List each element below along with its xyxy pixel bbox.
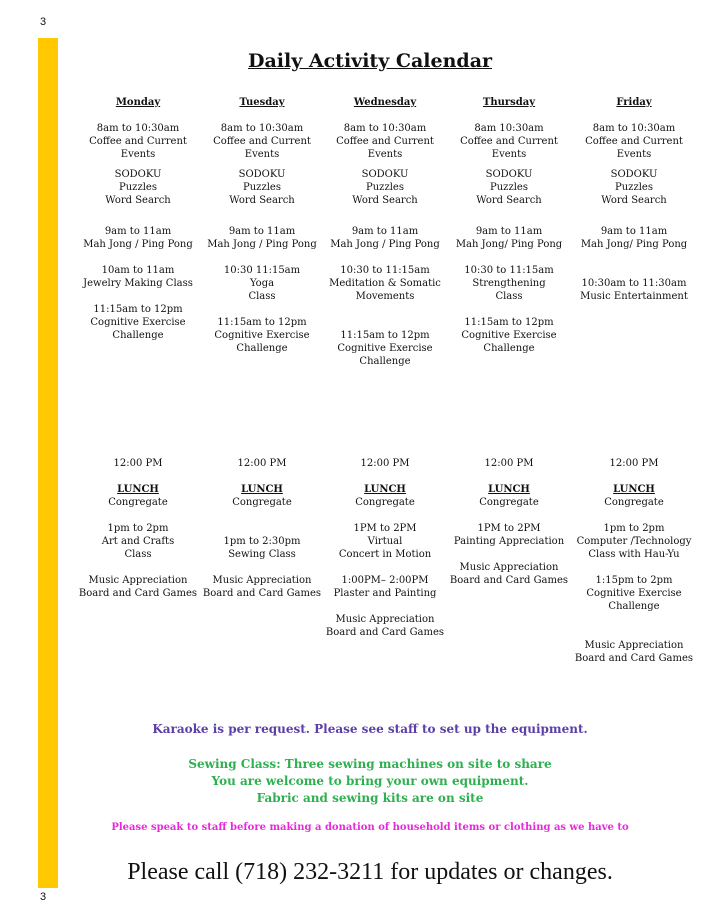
activity-time: 10:30 to 11:15am xyxy=(464,265,554,276)
activity-block xyxy=(76,264,200,290)
activity-time: 11:15am to 12pm xyxy=(93,304,183,315)
activity-line: Puzzles xyxy=(490,182,528,193)
activity-line: Coffee and Current xyxy=(460,136,558,147)
activity-time: 8am to 10:30am xyxy=(592,123,676,134)
activity-line: Puzzles xyxy=(615,182,653,193)
activity-line: Events xyxy=(367,149,403,160)
activity-block xyxy=(323,574,447,600)
activity-time: 10:30 to 11:15am xyxy=(340,265,430,276)
activity-line: Cognitive Exercise xyxy=(214,330,310,341)
activity-line: Board and Card Games xyxy=(202,588,322,599)
activity-block xyxy=(76,168,200,207)
activity-line: Board and Card Games xyxy=(449,575,569,586)
activity-line: 1:15pm to 2pm xyxy=(595,575,673,586)
activity-block xyxy=(200,168,324,207)
activity-line: Music Entertainment xyxy=(580,291,688,302)
activity-line: Challenge xyxy=(112,330,164,341)
activity-line: Plaster and Painting xyxy=(333,588,437,599)
activity-line: Word Search xyxy=(105,195,171,206)
activity-time: 10:30am to 11:30am xyxy=(581,278,687,289)
activity-line: Painting Appreciation xyxy=(453,536,565,547)
activity-line: 1pm to 2pm xyxy=(603,523,665,534)
noon-time: 12:00 PM xyxy=(360,458,410,469)
activity-line: Word Search xyxy=(476,195,542,206)
activity-time: 10am to 11am xyxy=(101,265,175,276)
activity-block xyxy=(76,122,200,161)
activity-block xyxy=(200,225,324,251)
activity-line: Cognitive Exercise xyxy=(337,343,433,354)
activity-line: Class xyxy=(124,549,152,560)
activity-line: Strengthening xyxy=(472,278,546,289)
activity-line: Cognitive Exercise xyxy=(90,317,186,328)
noon-time: 12:00 PM xyxy=(237,458,287,469)
activity-block xyxy=(572,225,696,251)
activity-line: Mah Jong / Ping Pong xyxy=(207,239,317,250)
lunch-label: LUNCH xyxy=(117,484,159,495)
activity-time: 9am to 11am xyxy=(351,226,419,237)
activity-line: Challenge xyxy=(483,343,535,354)
activity-line: Events xyxy=(491,149,527,160)
activity-block xyxy=(323,522,447,561)
sewing-note xyxy=(58,756,682,807)
activity-line: Puzzles xyxy=(119,182,157,193)
activity-line: Art and Crafts xyxy=(101,536,175,547)
activity-time: 9am to 11am xyxy=(475,226,543,237)
activity-block xyxy=(447,122,571,161)
activity-line: Meditation & Somatic xyxy=(329,278,441,289)
day-column-wednesday xyxy=(323,96,447,696)
activity-block xyxy=(323,613,447,639)
activity-line: Coffee and Current xyxy=(89,136,187,147)
activity-line: 1PM to 2PM xyxy=(477,523,541,534)
activity-line: 1pm to 2:30pm xyxy=(223,536,301,547)
activity-line: Music Appreciation xyxy=(459,562,559,573)
activity-block xyxy=(572,522,696,561)
activity-time: SODOKU xyxy=(114,169,162,180)
activity-line: Mah Jong / Ping Pong xyxy=(330,239,440,250)
day-heading: Monday xyxy=(115,97,161,108)
activity-line: Events xyxy=(244,149,280,160)
lunch-subtitle: Congregate xyxy=(479,497,539,508)
activity-line: Events xyxy=(120,149,156,160)
sewing-note-line: You are welcome to bring your own equipment. xyxy=(211,774,529,788)
activity-time: 8am to 10:30am xyxy=(343,123,427,134)
activity-line: Coffee and Current xyxy=(213,136,311,147)
activity-line: Yoga xyxy=(249,278,275,289)
lunch-subtitle: Congregate xyxy=(232,497,292,508)
activity-time: SODOKU xyxy=(610,169,658,180)
donation-note: Please speak to staff before making a donation of household items or clothing as we have to xyxy=(111,822,629,833)
activity-line: Word Search xyxy=(229,195,295,206)
activity-block xyxy=(323,225,447,251)
yellow-side-bar xyxy=(38,38,58,888)
activity-line: Class xyxy=(248,291,276,302)
activity-time: SODOKU xyxy=(361,169,409,180)
activity-line: Cognitive Exercise xyxy=(461,330,557,341)
activity-line: Music Appreciation xyxy=(88,575,188,586)
activity-time: 10:30 11:15am xyxy=(223,265,301,276)
lunch-label: LUNCH xyxy=(613,484,655,495)
activity-block xyxy=(447,168,571,207)
activity-line: Sewing Class xyxy=(228,549,296,560)
page-number-bottom: 3 xyxy=(40,891,47,903)
activity-line: Board and Card Games xyxy=(574,653,694,664)
noon-time: 12:00 PM xyxy=(484,458,534,469)
activity-line: Challenge xyxy=(359,356,411,367)
activity-block xyxy=(572,277,696,303)
activity-block xyxy=(76,574,200,600)
activity-line: 1:00PM– 2:00PM xyxy=(341,575,429,586)
activity-time: 8am 10:30am xyxy=(474,123,544,134)
activity-line: Mah Jong / Ping Pong xyxy=(83,239,193,250)
activity-line: Class xyxy=(495,291,523,302)
activity-line: Coffee and Current xyxy=(336,136,434,147)
karaoke-note: Karaoke is per request. Please see staff to set up the equipment. xyxy=(152,722,588,736)
activity-line: Virtual xyxy=(367,536,403,547)
activity-block xyxy=(76,303,200,342)
activity-time: 11:15am to 12pm xyxy=(217,317,307,328)
activity-line: Challenge xyxy=(236,343,288,354)
activity-block xyxy=(323,168,447,207)
activity-block xyxy=(200,316,324,355)
activity-line: Music Appreciation xyxy=(335,614,435,625)
lunch-label: LUNCH xyxy=(241,484,283,495)
activity-block xyxy=(200,535,324,561)
activity-line: Board and Card Games xyxy=(78,588,198,599)
day-column-tuesday xyxy=(200,96,324,696)
activity-time: SODOKU xyxy=(485,169,533,180)
activity-time: 8am to 10:30am xyxy=(96,123,180,134)
activity-line: Mah Jong/ Ping Pong xyxy=(455,239,563,250)
activity-block xyxy=(572,639,696,665)
activity-line: Cognitive Exercise xyxy=(586,588,682,599)
activity-line: Music Appreciation xyxy=(584,640,684,651)
activity-block xyxy=(323,122,447,161)
day-column-monday xyxy=(76,96,200,696)
activity-time: 11:15am to 12pm xyxy=(340,330,430,341)
activity-line: Jewelry Making Class xyxy=(83,278,193,289)
activity-line: Puzzles xyxy=(243,182,281,193)
activity-block xyxy=(200,122,324,161)
activity-time: 11:15am to 12pm xyxy=(464,317,554,328)
activity-line: Events xyxy=(616,149,652,160)
activity-block xyxy=(447,225,571,251)
activity-block xyxy=(323,264,447,303)
activity-time: 8am to 10:30am xyxy=(220,123,304,134)
activity-block xyxy=(447,561,571,587)
activity-line: Music Appreciation xyxy=(212,575,312,586)
activity-time: 9am to 11am xyxy=(228,226,296,237)
activity-block xyxy=(572,574,696,613)
lunch-subtitle: Congregate xyxy=(355,497,415,508)
activity-line: Challenge xyxy=(608,601,660,612)
activity-line: Board and Card Games xyxy=(325,627,445,638)
noon-time: 12:00 PM xyxy=(609,458,659,469)
page-number-top: 3 xyxy=(40,16,47,28)
activity-line: Word Search xyxy=(352,195,418,206)
day-column-friday xyxy=(572,96,696,696)
lunch-label: LUNCH xyxy=(488,484,530,495)
activity-block xyxy=(200,574,324,600)
activity-line: Concert in Motion xyxy=(338,549,432,560)
call-note: Please call (718) 232-3211 for updates or changes. xyxy=(127,859,613,885)
activity-block xyxy=(447,522,571,548)
activity-block xyxy=(447,316,571,355)
activity-block xyxy=(572,122,696,161)
day-heading: Wednesday xyxy=(353,97,417,108)
day-heading: Friday xyxy=(616,97,652,108)
lunch-subtitle: Congregate xyxy=(108,497,168,508)
activity-time: 9am to 11am xyxy=(104,226,172,237)
day-column-thursday xyxy=(447,96,571,696)
activity-block xyxy=(323,329,447,368)
activity-block xyxy=(572,168,696,207)
activity-line: 1PM to 2PM xyxy=(353,523,417,534)
activity-time: 9am to 11am xyxy=(600,226,668,237)
sewing-note-line: Fabric and sewing kits are on site xyxy=(256,791,484,805)
activity-block xyxy=(76,225,200,251)
activity-line: Computer /Technology xyxy=(576,536,692,547)
lunch-subtitle: Congregate xyxy=(604,497,664,508)
activity-line: Puzzles xyxy=(366,182,404,193)
activity-line: Word Search xyxy=(601,195,667,206)
page-title: Daily Activity Calendar xyxy=(247,50,493,72)
activity-block xyxy=(447,264,571,303)
day-heading: Tuesday xyxy=(239,97,285,108)
activity-line: Class with Hau-Yu xyxy=(588,549,680,560)
activity-block xyxy=(200,264,324,303)
activity-time: SODOKU xyxy=(238,169,286,180)
activity-line: 1pm to 2pm xyxy=(107,523,169,534)
activity-line: Coffee and Current xyxy=(585,136,683,147)
day-heading: Thursday xyxy=(482,97,536,108)
activity-block xyxy=(76,522,200,561)
sewing-note-line: Sewing Class: Three sewing machines on site to share xyxy=(188,757,552,771)
lunch-label: LUNCH xyxy=(364,484,406,495)
activity-line: Movements xyxy=(355,291,415,302)
noon-time: 12:00 PM xyxy=(113,458,163,469)
activity-line: Mah Jong/ Ping Pong xyxy=(580,239,688,250)
